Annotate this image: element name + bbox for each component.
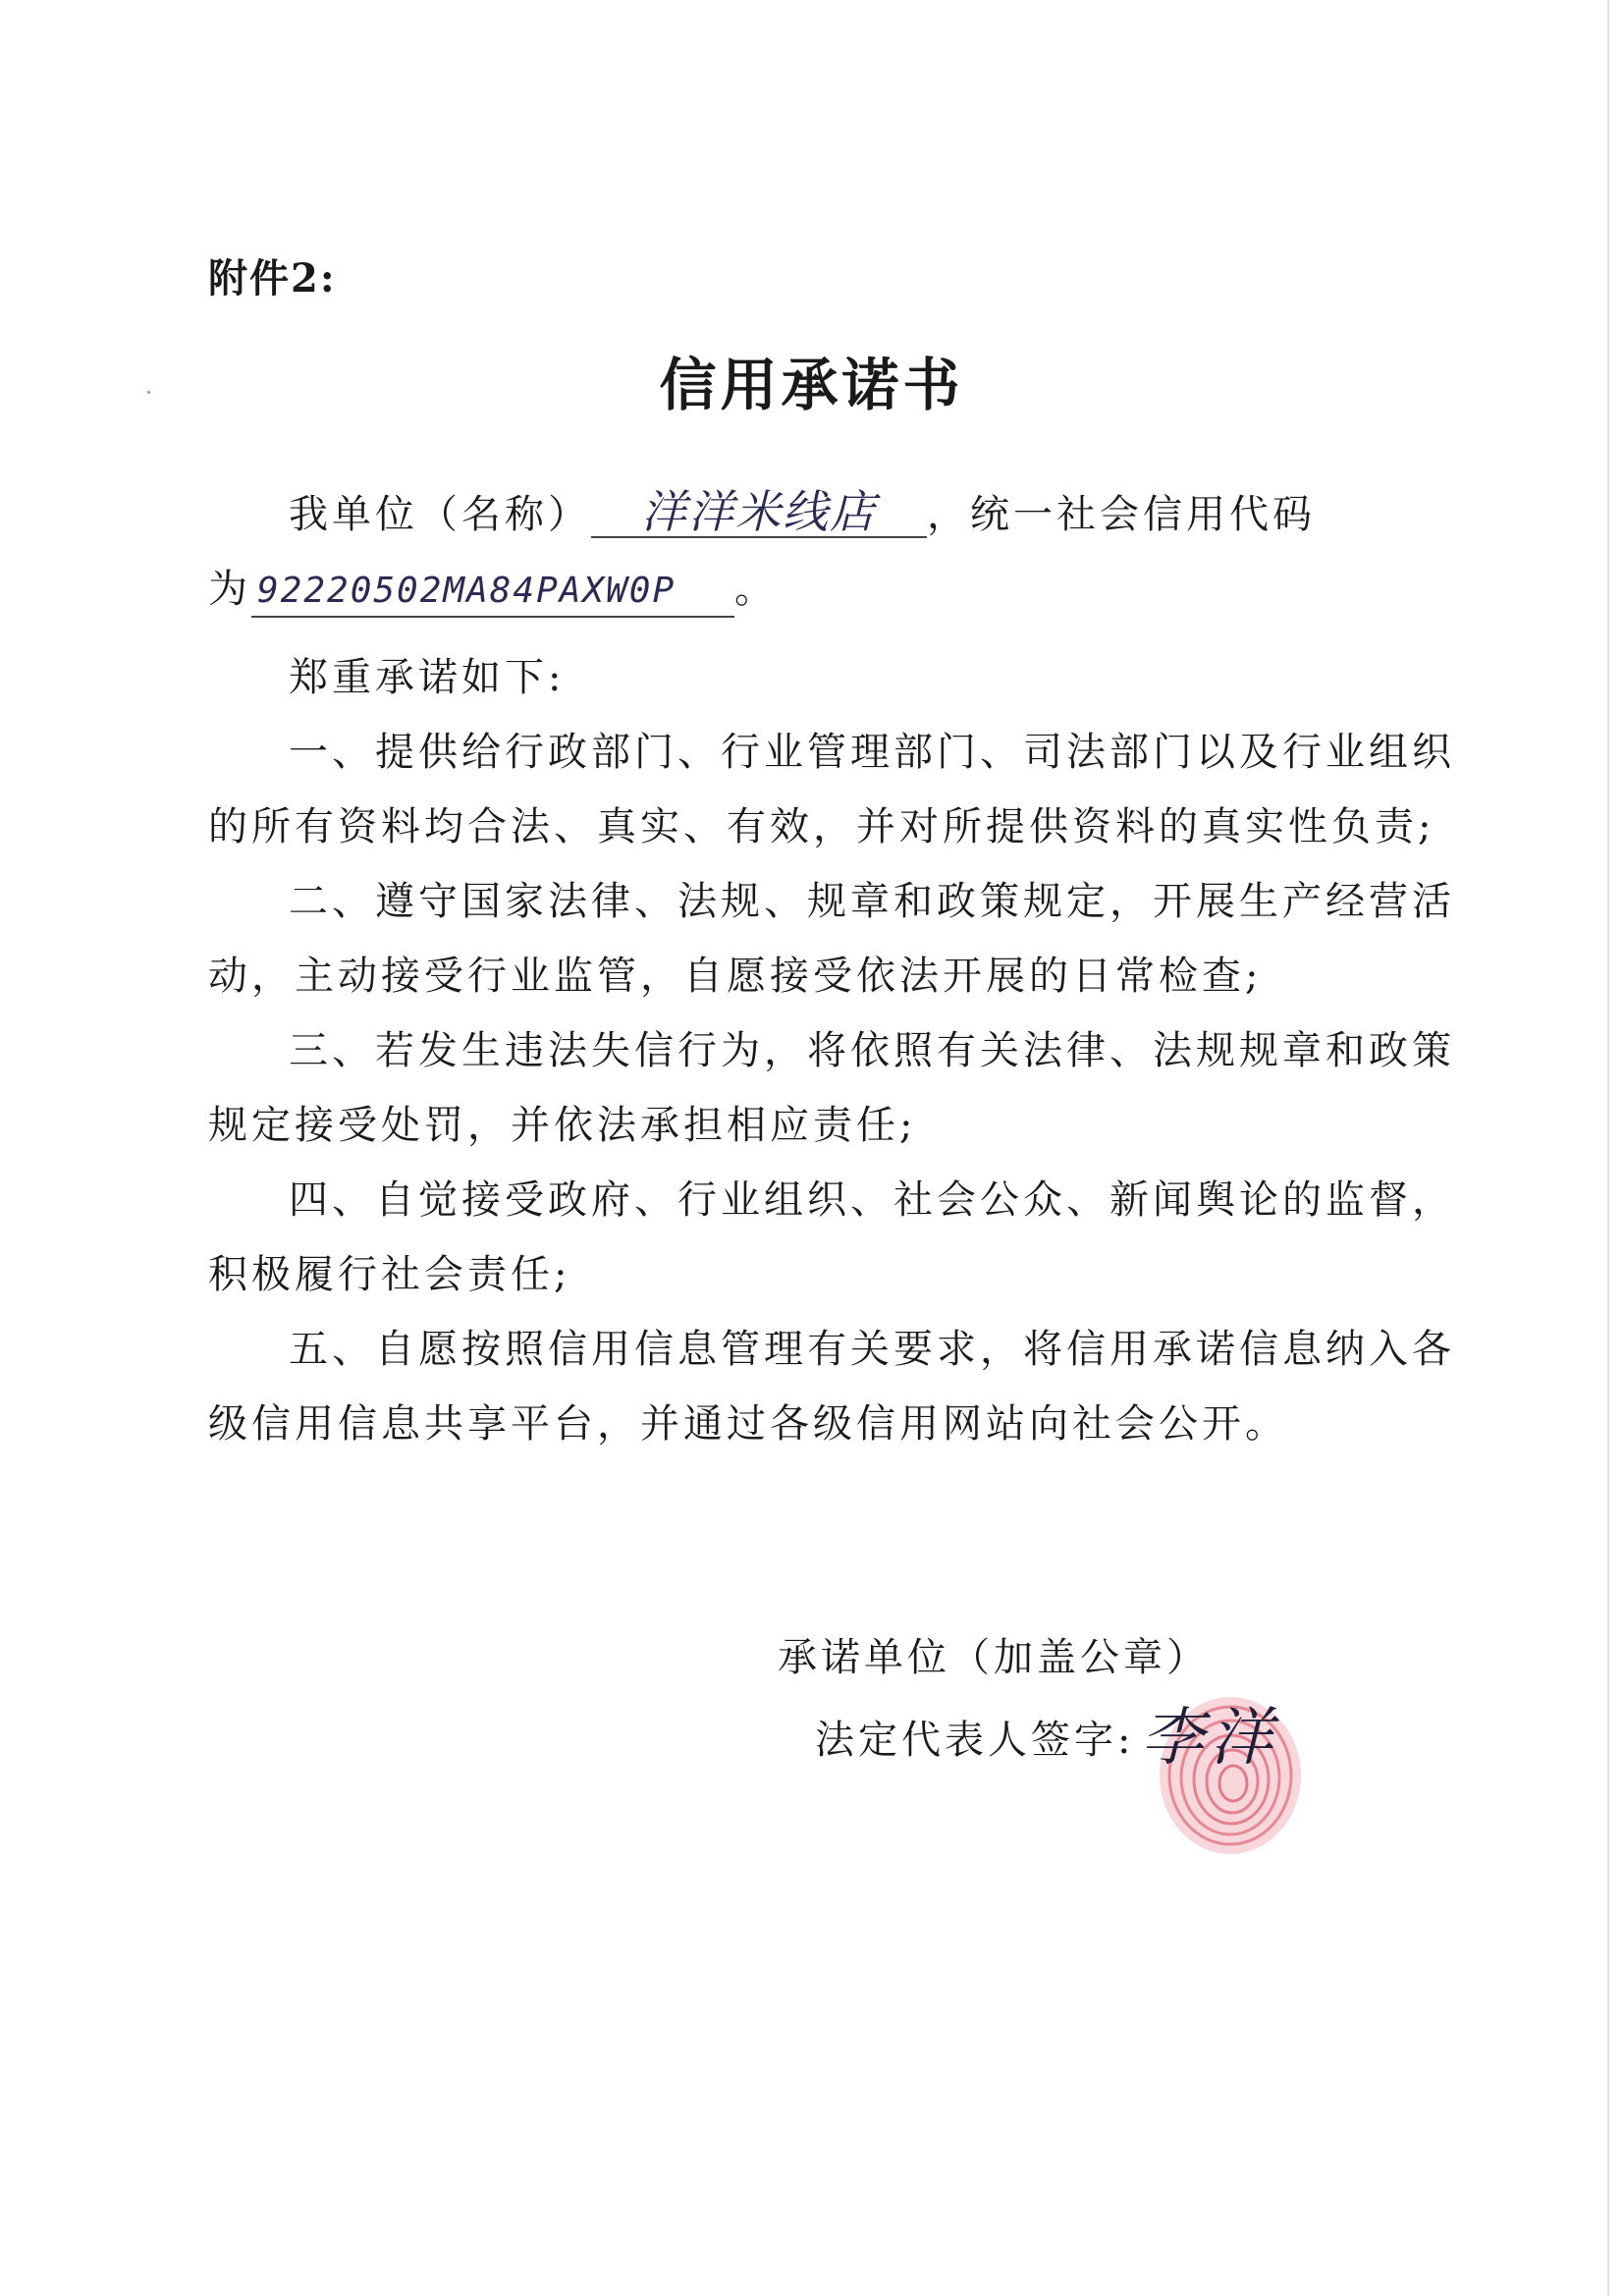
pledge-4-line-1: 四、自觉接受政府、行业组织、社会公众、新闻舆论的监督， bbox=[289, 1177, 1455, 1223]
credit-code-handwritten: 92220502MA84PAXW0P bbox=[251, 569, 734, 618]
pledge-3-line-2: 规定接受处罚，并依法承担相应责任; bbox=[208, 1103, 917, 1148]
pledge-heading: 郑重承诺如下: bbox=[289, 655, 566, 700]
intro-line2-prefix: 为 bbox=[208, 567, 251, 612]
document-title: 信用承诺书 bbox=[659, 352, 964, 418]
pledge-1-line-1: 一、提供给行政部门、行业管理部门、司法部门以及行业组织 bbox=[289, 730, 1455, 775]
intro-line-2 bbox=[208, 552, 1386, 627]
company-name-handwritten: 洋洋米线店 bbox=[591, 489, 927, 538]
commitment-unit-label: 承诺单位（加盖公章） bbox=[778, 1635, 1210, 1680]
attachment-label: 附件2: bbox=[208, 255, 337, 301]
pledge-3-line-1: 三、若发生违法失信行为，将依照有关法律、法规规章和政策 bbox=[289, 1028, 1455, 1073]
intro-prefix: 我单位（名称） bbox=[289, 492, 591, 537]
legal-rep-label: 法定代表人签字: bbox=[815, 1718, 1135, 1763]
pledge-5-line-1: 五、自愿按照信用信息管理有关要求，将信用承诺信息纳入各 bbox=[289, 1327, 1455, 1372]
pledge-2-line-1: 二、遵守国家法律、法规、规章和政策规定，开展生产经营活 bbox=[289, 879, 1455, 924]
pledge-1-line-2: 的所有资料均合法、真实、有效，并对所提供资料的真实性负责; bbox=[208, 804, 1435, 849]
pledge-4-line-2: 积极履行社会责任; bbox=[208, 1252, 571, 1297]
intro-suffix: ，统一社会信用代码 bbox=[927, 492, 1316, 537]
intro-line2-suffix: 。 bbox=[734, 567, 778, 612]
pledge-2-line-2: 动，主动接受行业监管，自愿接受依法开展的日常检查; bbox=[208, 954, 1263, 999]
legal-rep-signature: 李洋 bbox=[1141, 1702, 1278, 1775]
intro-line-1 bbox=[208, 477, 1467, 552]
pledge-5-line-2: 级信用信息共享平台，并通过各级信用网站向社会公开。 bbox=[208, 1401, 1288, 1447]
